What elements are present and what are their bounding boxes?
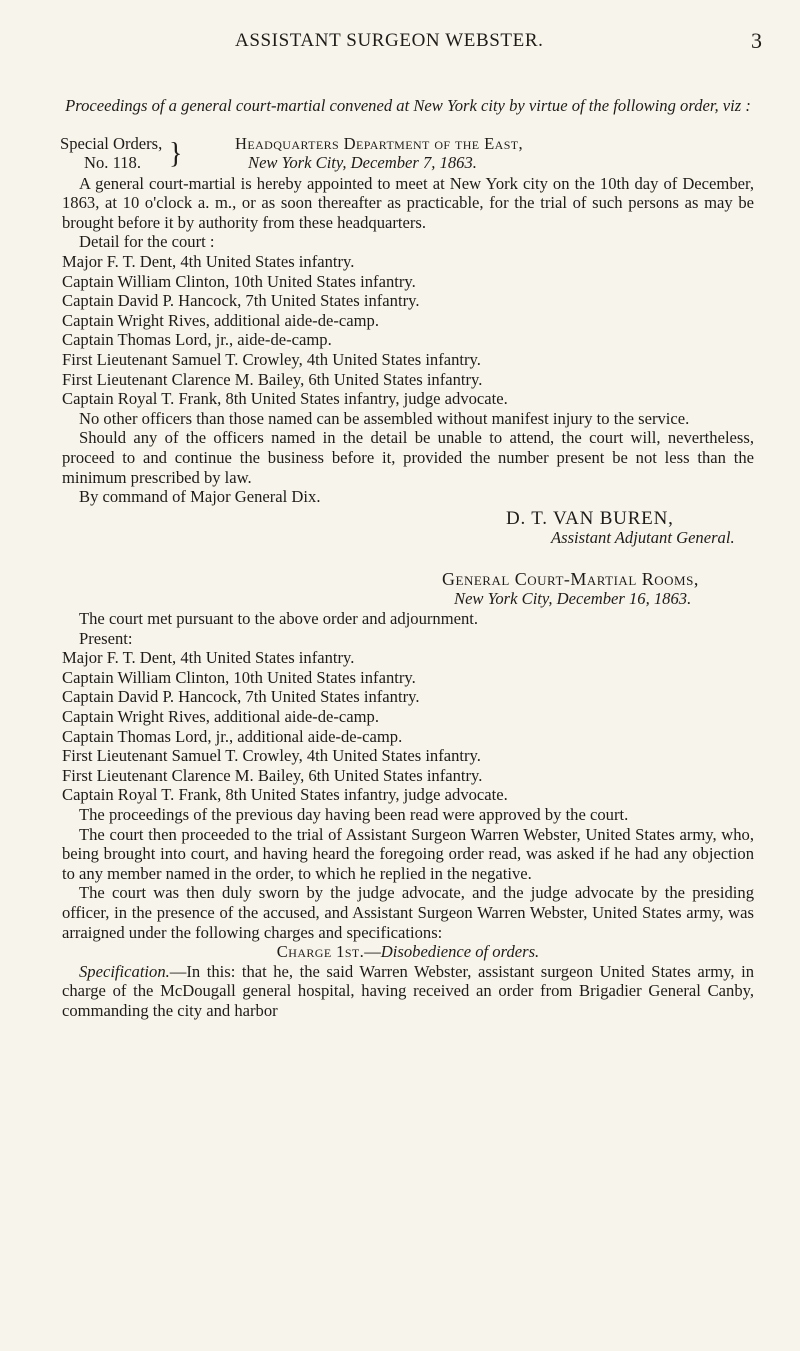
order-number: No. 118. bbox=[84, 152, 142, 172]
list-item: Captain Royal T. Frank, 8th United States infantry, judge advocate. bbox=[62, 785, 508, 805]
page-number: 3 bbox=[751, 28, 762, 53]
present-label: Present: bbox=[79, 628, 133, 648]
list-item: Captain Thomas Lord, jr., additional aide-de-camp. bbox=[62, 726, 403, 746]
list-item: Captain Royal T. Frank, 8th United States infantry, judge advocate. bbox=[62, 389, 508, 409]
charge-label: Charge 1st. bbox=[276, 942, 365, 962]
rooms-title: General Court-Martial Rooms, bbox=[442, 568, 699, 589]
list-item: Captain David P. Hancock, 7th United States infantry. bbox=[62, 687, 420, 707]
special-orders-label: Special Orders, bbox=[60, 133, 163, 153]
list-item: Major F. T. Dent, 4th United States infantry. bbox=[62, 251, 355, 271]
appointment-paragraph: A general court-martial is hereby appointed to meet at New York city on the 10th day of December, 1863, at 10 o'clock a. m., or as soon thereafter as practicable, for the trial of such persons as may be brought before it by authority from these headquarters. bbox=[62, 173, 754, 232]
attendance-paragraph: Should any of the officers named in the detail be unable to attend, the court will, nevertheless, proceed to and continue the business before it, provided the number present be not less than the minimum prescribed by law. bbox=[62, 428, 754, 487]
by-command-line: By command of Major General Dix. bbox=[79, 487, 321, 507]
detail-label: Detail for the court : bbox=[79, 232, 215, 252]
list-item: Captain Thomas Lord, jr., aide-de-camp. bbox=[62, 330, 332, 350]
signature-block bbox=[62, 509, 754, 548]
list-item: First Lieutenant Clarence M. Bailey, 6th United States infantry. bbox=[62, 369, 483, 389]
detail-officer-list bbox=[62, 252, 754, 409]
specification-label: Specification. bbox=[79, 961, 170, 981]
list-item: First Lieutenant Samuel T. Crowley, 4th United States infantry. bbox=[62, 349, 481, 369]
list-item: Captain William Clinton, 10th United States infantry. bbox=[62, 271, 416, 291]
specification-text: In this: that he, the said Warren Webster, assistant surgeon United States army, in charge of the McDougall general hospital, having received an order from Brigadier General Canby, commanding the city and harbor bbox=[62, 961, 754, 1020]
court-met-paragraph: The court met pursuant to the above order and adjournment. bbox=[79, 609, 479, 629]
intro-paragraph: Proceedings of a general court-martial convened at New York city by virtue of the following order, viz : bbox=[65, 96, 751, 115]
trial-paragraph: The court then proceeded to the trial of Assistant Surgeon Warren Webster, United States army, who, being brought into court, and having heard the foregoing order read, was asked if he had any objection to any member named in the order, to which he replied in the negative. bbox=[62, 824, 754, 883]
present-member-list bbox=[62, 648, 754, 805]
list-item: Captain Wright Rives, additional aide-de-camp. bbox=[62, 310, 379, 330]
running-title: ASSISTANT SURGEON WEBSTER. bbox=[235, 30, 544, 51]
list-item: Captain William Clinton, 10th United States infantry. bbox=[62, 667, 416, 687]
charge-heading: Charge 1st.—Disobedience of orders. bbox=[276, 942, 540, 962]
page-body bbox=[62, 96, 754, 1021]
sworn-paragraph: The court was then duly sworn by the judge advocate, and the judge advocate by the presiding officer, in the presence of the accused, and Assistant Surgeon Warren Webster, United States army, was arraigned under the following charges and specifications: bbox=[62, 883, 754, 942]
order-place-date: New York City, December 7, 1863. bbox=[248, 152, 477, 172]
charge-title: Disobedience of orders. bbox=[380, 942, 540, 962]
rooms-place-date: New York City, December 16, 1863. bbox=[454, 589, 692, 609]
signature-role: Assistant Adjutant General. bbox=[551, 528, 735, 548]
list-item: Major F. T. Dent, 4th United States infantry. bbox=[62, 648, 355, 668]
brace-mark: } bbox=[169, 136, 183, 170]
list-item: Captain Wright Rives, additional aide-de-camp. bbox=[62, 707, 379, 727]
list-item: First Lieutenant Clarence M. Bailey, 6th United States infantry. bbox=[62, 765, 483, 785]
list-item: First Lieutenant Samuel T. Crowley, 4th United States infantry. bbox=[62, 746, 481, 766]
headquarters-label: Headquarters Department of the East, bbox=[235, 133, 524, 153]
specification-paragraph: Specification.—In this: that he, the said Warren Webster, assistant surgeon United States army, in charge of the McDougall general hospital, having received an order from Brigadier General Canby, commanding the city and harbor bbox=[62, 961, 754, 1020]
running-head bbox=[0, 30, 800, 52]
list-item: Captain David P. Hancock, 7th United States infantry. bbox=[62, 291, 420, 311]
signature-name: D. T. VAN BUREN, bbox=[506, 507, 674, 529]
no-other-paragraph: No other officers than those named can be assembled without manifest injury to the service. bbox=[79, 408, 690, 428]
rooms-heading bbox=[62, 570, 754, 609]
order-heading bbox=[62, 134, 754, 174]
proceedings-paragraph: The proceedings of the previous day having been read were approved by the court. bbox=[79, 805, 629, 824]
